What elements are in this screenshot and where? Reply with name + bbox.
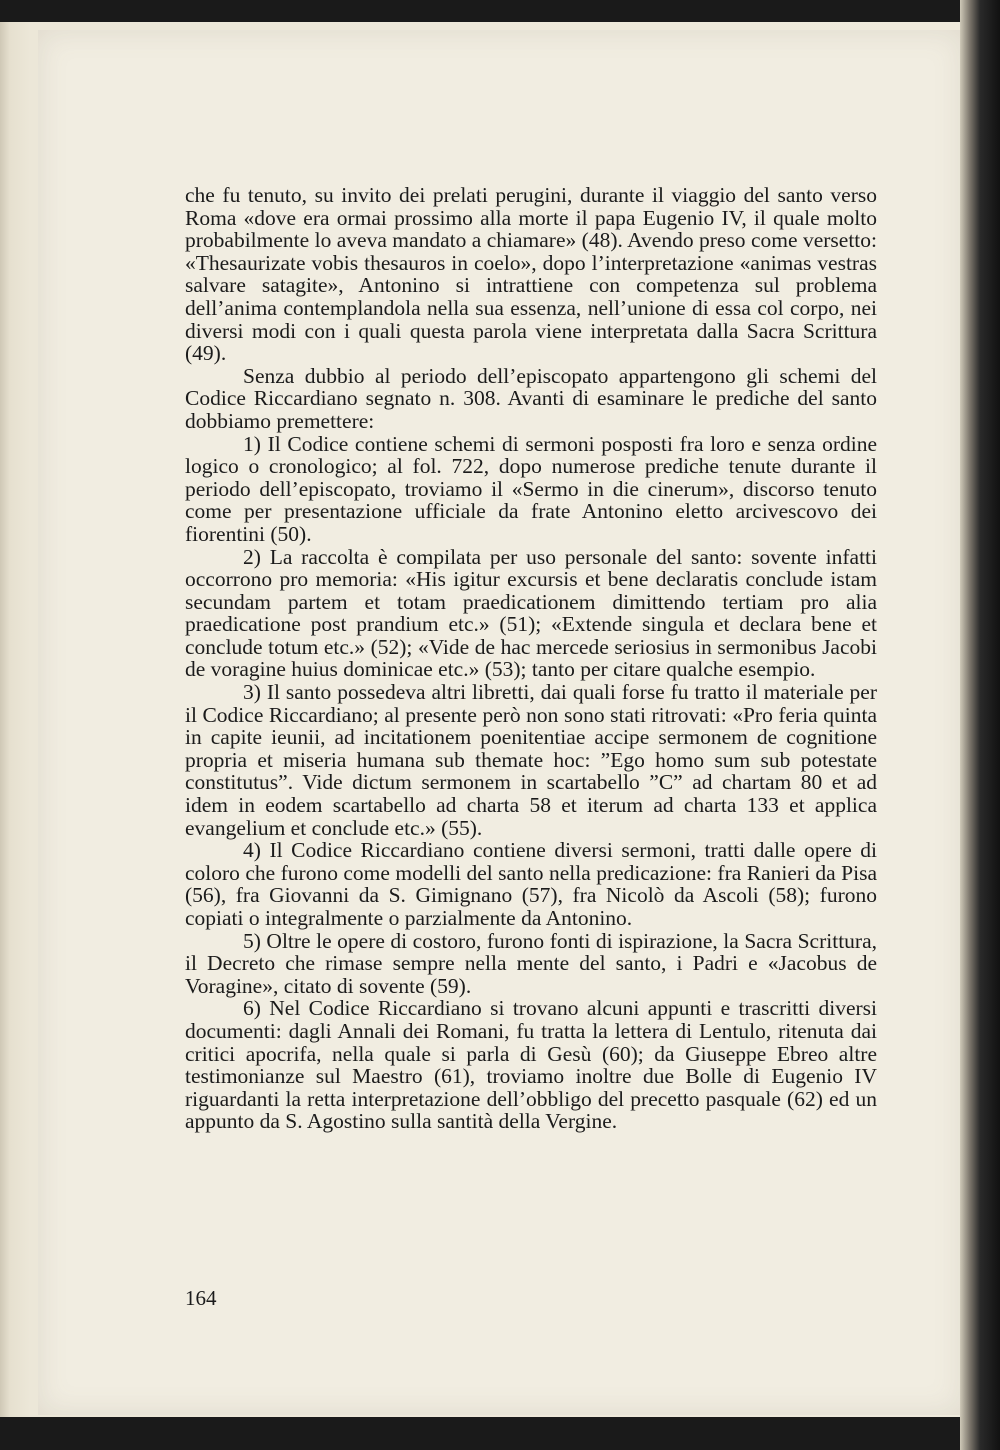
paragraph-point-5: 5) Oltre le opere di costoro, furono fonti di ispirazione, la Sacra Scrittura, il Decreto che rimase sempre nella mente del santo, i Padri e «Jacobus de Voragine», citato di sovente (59). — [185, 928, 877, 998]
paragraph-point-2: 2) La raccolta è compilata per uso personale del santo: sovente infatti occorrono pro memoria: «His igitur excursis et bene declaratis conclude istam secundam partem et totam praedicationem dimittendo tertiam pro alia praedicatione post prandium etc.» (51); «Extende singula et declara bene et conclude totum etc.» (52); «Vide de hac mercede seriosius in sermonibus Jacobi de voragine huius dominicae etc.» (53); tanto per citare qualche esempio. — [185, 544, 877, 682]
paragraph-point-3: 3) Il santo possedeva altri libretti, dai quali forse fu tratto il materiale per il Codice Riccardiano; al presente però non sono stati ritrovati: «Pro feria quinta in capite ieunii, ad incitationem poenitentiae accipe sermonem de cognitione propria et miseria humana sub themate hoc: ”Ego homo sum sub potestate constitutus”. Vide dictum sermonem in scartabello ”C” ad chartam 80 et ad idem in eodem scartabello ad charta 58 et iterum ad charta 133 et applica evangelium et conclude etc.» (55). — [185, 680, 877, 840]
page-number: 164 — [185, 1286, 217, 1310]
paragraph-episcopato: Senza dubbio al periodo dell’episcopato appartengono gli schemi del Codice Riccardiano segnato n. 308. Avanti di esaminare le prediche del santo dobbiamo premettere: — [185, 363, 877, 433]
paragraph-point-6: 6) Nel Codice Riccardiano si trovano alcuni appunti e trascritti diversi documenti: dagli Annali dei Romani, fu tratta la lettera di Lentulo, ritenuta dai critici apocrifa, nella quale si parla di Gesù (60); da Giuseppe Ebreo altre testimonianze sul Maestro (61), troviamo inoltre due Bolle di Eugenio IV riguardanti la retta interpretazione dell’obbligo del precetto pasquale (62) ed un appunto da S. Agostino sulla santità della Vergine. — [185, 996, 877, 1134]
paragraph-point-1: 1) Il Codice contiene schemi di sermoni posposti fra loro e senza ordine logico o cronologico; al fol. 722, dopo numerose prediche tenute durante il periodo dell’episcopato, troviamo il «Sermo in die cinerum», discorso tenuto come per presentazione ufficiale da frate Antonino eletto arcivescovo dei fiorentini (50). — [185, 431, 877, 546]
paragraph-point-4: 4) Il Codice Riccardiano contiene diversi sermoni, tratti dalle opere di coloro che furono come modelli del santo nella predicazione: fra Ranieri da Pisa (56), fra Giovanni da S. Gimignano (57), fra Nicolò da Ascoli (58); furono copiati o integralmente o parzialmente da Antonino. — [185, 838, 877, 930]
book-spine — [960, 0, 1000, 1450]
paragraph-continuation: che fu tenuto, su invito dei prelati perugini, durante il viaggio del santo verso Roma «dove era ormai prossimo alla morte il papa Eugenio IV, il quale molto probabilmente lo aveva mandato a chiamare» (48). Avendo preso come versetto: «Thesaurizate vobis thesauros in coelo», dopo l’interpretazione «animas vestras salvare satagite», Antonino si intrattiene con competenza sul problema dell’anima contemplandola nella sua essenza, nell’unione di essa col corpo, nei diversi modi con i quali questa parola viene interpretata dalla Sacra Scrittura (49). — [185, 183, 877, 366]
body-text — [185, 184, 877, 1133]
